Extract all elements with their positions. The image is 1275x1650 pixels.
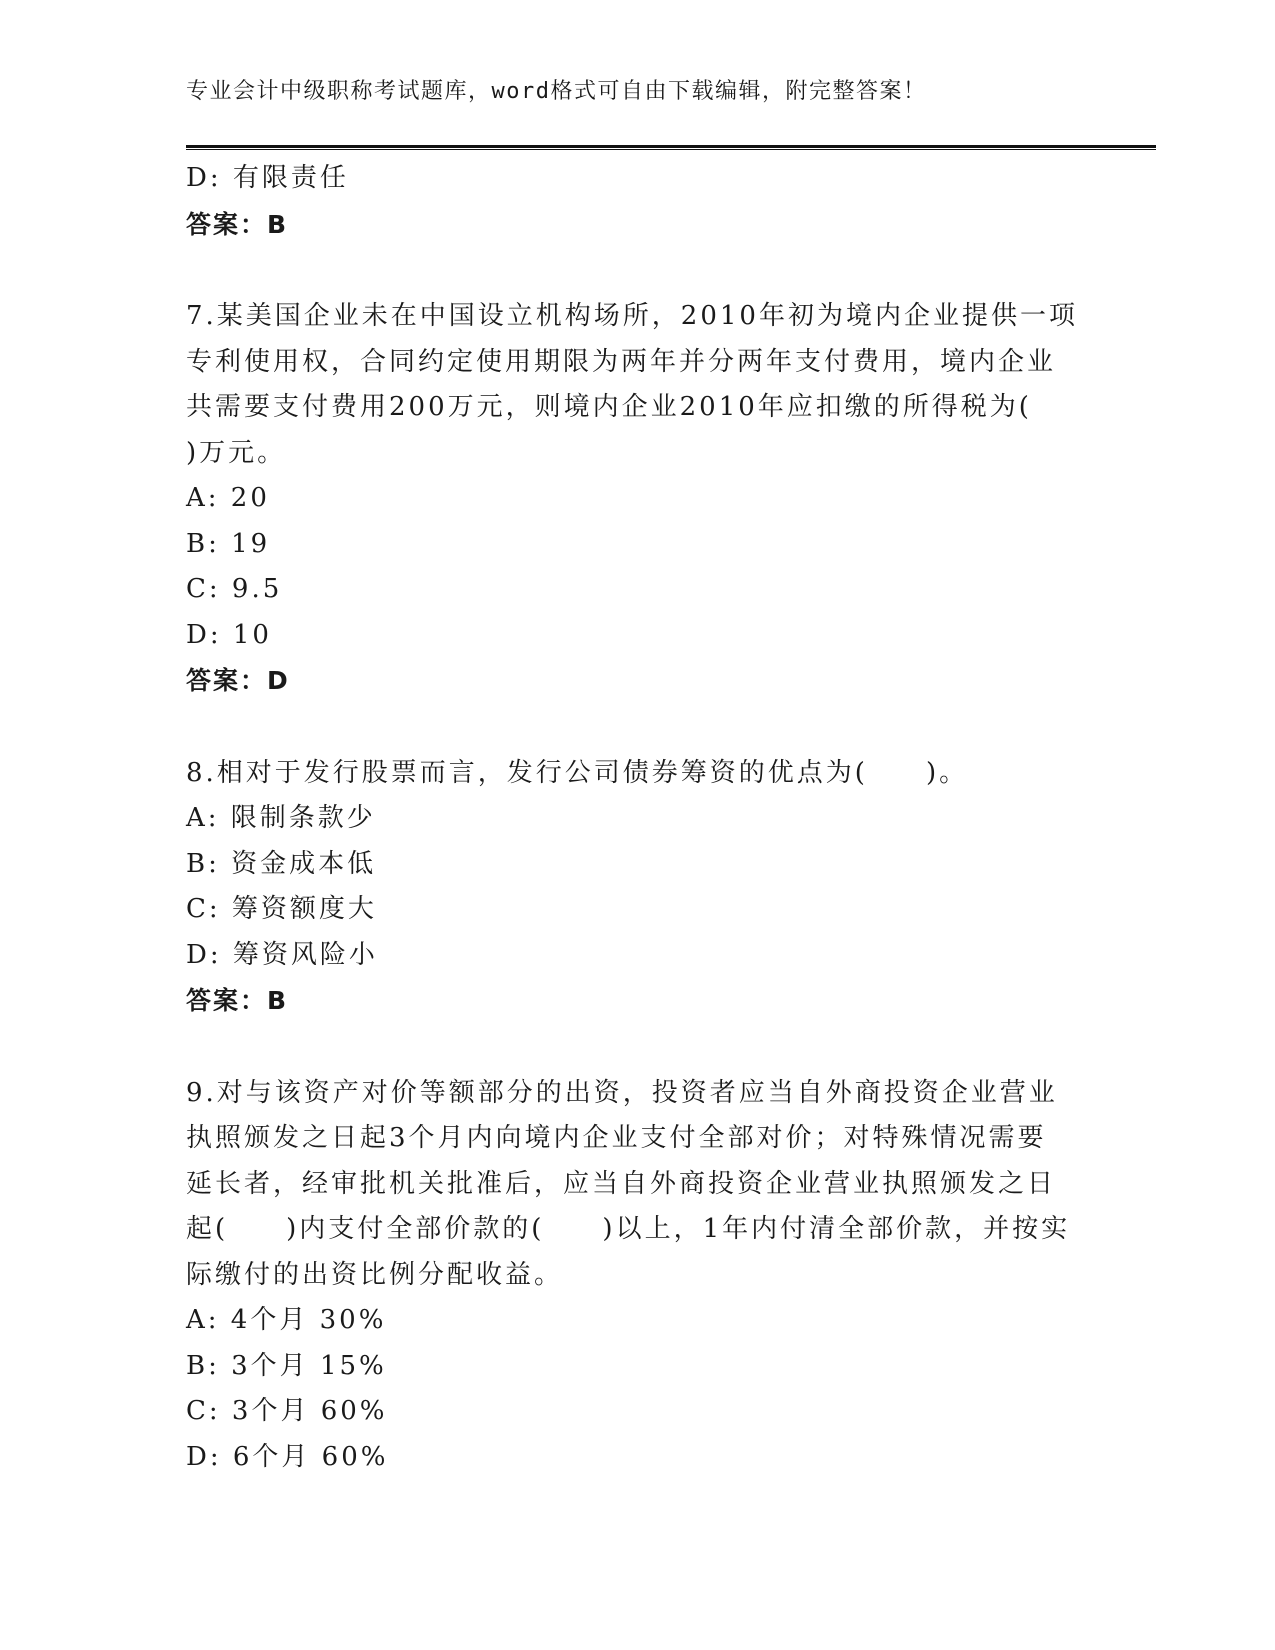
option-b: B: 3个月 15% <box>186 1350 387 1381</box>
option-b: B: 资金成本低 <box>186 848 377 879</box>
question-text-line: 共需要支付费用200万元，则境内企业2010年应扣缴的所得税为( <box>186 392 1032 422</box>
option-c: C: 筹资额度大 <box>186 894 377 924</box>
question-text-line: 起( )内支付全部价款的( )以上，1年内付清全部价款，并按实 <box>186 1214 1071 1244</box>
option-a: A: 限制条款少 <box>186 803 376 833</box>
question-7 <box>186 294 1166 704</box>
option-d: D: 10 <box>186 619 272 650</box>
question-text-line: 8.相对于发行股票而言，发行公司债券筹资的优点为( )。 <box>186 757 969 788</box>
answer: 答案：D <box>186 666 290 695</box>
question-text-line: 7.某美国企业未在中国设立机构场所，2010年初为境内企业提供一项 <box>186 301 1078 331</box>
answer: 答案：B <box>186 209 289 239</box>
answer: 答案：B <box>186 986 289 1015</box>
question-text-line: 延长者，经审批机关批准后，应当自外商投资企业营业执照颁发之日 <box>186 1168 1057 1199</box>
spacer <box>186 704 1166 751</box>
question-text-line: )万元。 <box>186 437 287 468</box>
question-text-line: 际缴付的出资比例分配收益。 <box>186 1259 564 1290</box>
option-a: A: 4个月 30% <box>186 1305 387 1335</box>
option-d: D: 有限责任 <box>186 163 349 193</box>
page-header: 专业会计中级职称考试题库，word格式可自由下载编辑，附完整答案！ <box>186 79 927 104</box>
question-text-line: 执照颁发之日起3个月内向境内企业支付全部对价；对特殊情况需要 <box>186 1123 1047 1153</box>
option-c: C: 9.5 <box>186 574 283 604</box>
question-text-line: 专利使用权，合同约定使用期限为两年并分两年支付费用，境内企业 <box>186 346 1057 377</box>
question-text-line: 9.对与该资产对价等额部分的出资，投资者应当自外商投资企业营业 <box>186 1077 1058 1108</box>
question-9 <box>186 1071 1166 1481</box>
option-d: D: 6个月 60% <box>186 1441 389 1472</box>
option-d: D: 筹资风险小 <box>186 939 378 970</box>
spacer <box>186 247 1166 294</box>
spacer <box>186 1024 1166 1071</box>
document-content <box>186 156 1166 1480</box>
option-b: B: 19 <box>186 528 271 559</box>
header-divider <box>186 145 1156 150</box>
option-a: A: 20 <box>186 483 270 513</box>
option-c: C: 3个月 60% <box>186 1396 388 1426</box>
question-8 <box>186 751 1166 1024</box>
